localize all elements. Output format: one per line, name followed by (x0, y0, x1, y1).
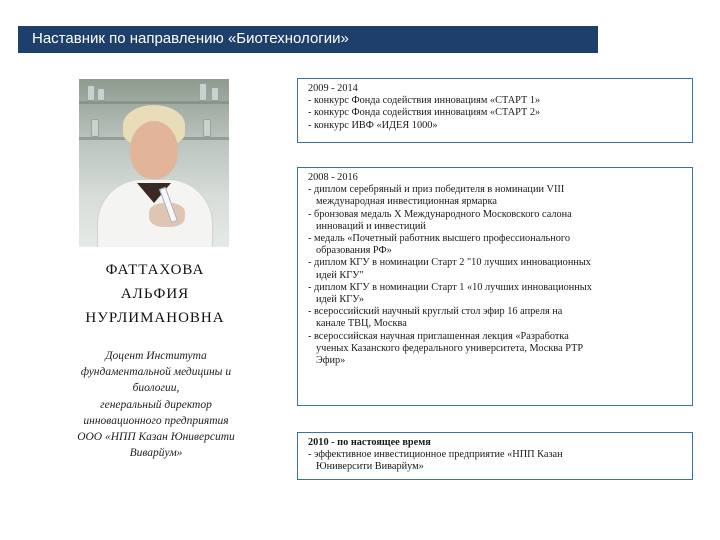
portrait-photo (79, 79, 229, 247)
description-line: Доцент Института (105, 350, 207, 362)
person-name (60, 258, 250, 330)
achievements-box-2009-2014 (297, 78, 693, 143)
person-description (50, 348, 262, 461)
achievement-line: - конкурс Фонда содействия инновациям «СТАРТ 2» (308, 107, 541, 119)
period-label: 2008 - 2016 (308, 172, 358, 183)
period-label: 2010 - по настоящее время (308, 437, 431, 448)
achievement-line: - эффективное инвестиционное предприятие «НПП Казан (308, 449, 563, 461)
achievements-box-2010-present (297, 432, 693, 480)
description-line: инновационного предприятия (83, 414, 229, 427)
description-line: ООО «НПП Казан Юниверсити (77, 431, 235, 444)
achievement-line: - всероссийская научная приглашенная лекция «Разработка (308, 330, 569, 342)
achievement-line: образования РФ» (316, 245, 392, 257)
name-line: ФАТТАХОВА (105, 262, 205, 278)
achievement-line: - диплом КГУ в номинации Старт 1 «10 лучших инновационных (308, 281, 592, 293)
description-line: фундаментальной медицины и (80, 366, 232, 379)
period-label: 2009 - 2014 (308, 83, 358, 94)
achievement-line: канале ТВЦ, Москва (316, 318, 407, 330)
achievement-line: Юниверсити Виварйум» (316, 461, 424, 473)
achievement-line: - диплом КГУ в номинации Старт 2 "10 лучших инновационных (308, 257, 591, 269)
description-line: генеральный директор (100, 398, 212, 411)
description-line: биологии, (132, 382, 180, 395)
achievement-line: ученых Казанского федерального университета, Москва РТР (316, 342, 584, 354)
achievement-line: идей КГУ" (316, 269, 364, 281)
achievements-box-2008-2016 (297, 167, 693, 406)
achievement-line: - диплом серебряный и приз победителя в номинации VIII (308, 184, 565, 196)
achievement-line: Эфир» (316, 355, 346, 367)
achievement-line: инноваций и инвестиций (316, 220, 426, 232)
page-title: Наставник по направлению «Биотехнологии» (32, 30, 349, 47)
achievement-line: - медаль «Почетный работник высшего профессионального (308, 233, 570, 245)
achievement-line: - бронзовая медаль Х Международного Московского салона (308, 208, 572, 220)
name-line: НУРЛИМАНОВНА (85, 310, 225, 326)
description-line: Виварйум» (129, 447, 183, 460)
header-bar (18, 26, 598, 53)
achievement-line: - всероссийский научный круглый стол эфир 16 апреля на (308, 306, 563, 318)
achievement-line: - конкурс ИВФ «ИДЕЯ 1000» (308, 119, 438, 131)
achievement-line: идей КГУ» (316, 294, 365, 306)
name-line: АЛЬФИЯ (120, 286, 190, 302)
achievement-line: международная инвестиционная ярмарка (316, 196, 497, 208)
achievement-line: - конкурс Фонда содействия инновациям «СТАРТ 1» (308, 95, 541, 107)
